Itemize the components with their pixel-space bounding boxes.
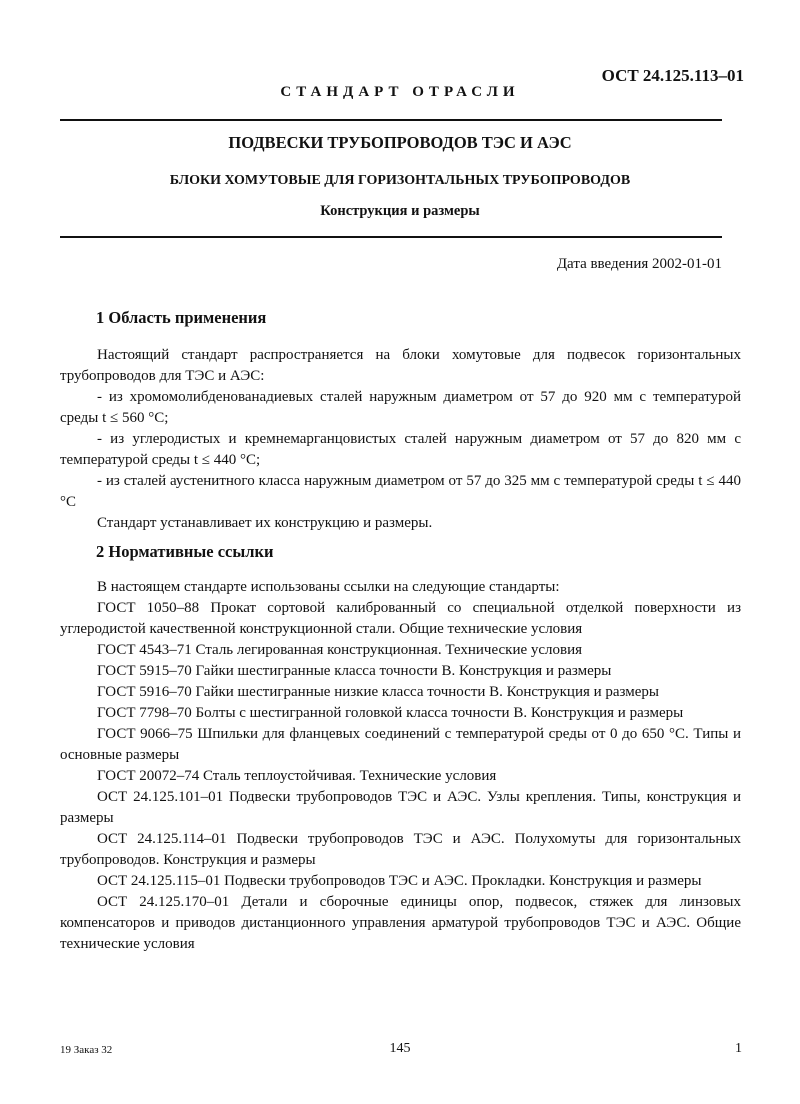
reference-item: ОСТ 24.125.115–01 Подвески трубопроводов ТЭС и АЭС. Прокладки. Конструкция и размеры xyxy=(97,873,702,889)
document-subtitle: БЛОКИ ХОМУТОВЫЕ ДЛЯ ГОРИЗОНТАЛЬНЫХ ТРУБОПРОВОДОВ xyxy=(169,173,631,188)
document-code: ОСТ 24.125.113–01 xyxy=(601,66,744,85)
footer-page-number: 145 xyxy=(389,1041,411,1056)
section-2-body xyxy=(60,577,741,955)
section-1-item-3: - из сталей аустенитного класса наружным диаметром от 57 до 325 мм с температурой среды t ≤ 440 °С xyxy=(60,473,741,510)
section-1-closing: Стандарт устанавливает их конструкцию и размеры. xyxy=(97,515,433,531)
section-1-item-2: - из углеродистых и кремнемарганцовистых сталей наружным диаметром от 57 до 820 мм с температурой среды t ≤ 440 °С; xyxy=(60,431,741,468)
reference-item: ГОСТ 4543–71 Сталь легированная конструкционная. Технические условия xyxy=(97,642,583,658)
reference-item: ОСТ 24.125.170–01 Детали и сборочные единицы опор, подвесок, стяжек для линзовых компенсаторов и приводов дистанционного управления арматурой трубопроводов ТЭС и АЭС. Общие технические условия xyxy=(60,894,741,952)
section-1-heading: 1 Область применения xyxy=(96,308,267,327)
document-main-title: ПОДВЕСКИ ТРУБОПРОВОДОВ ТЭС И АЭС xyxy=(228,133,572,152)
section-2-intro: В настоящем стандарте использованы ссылки на следующие стандарты: xyxy=(97,579,560,595)
section-1-item-1: - из хромомолибденованадиевых сталей наружным диаметром от 57 до 920 мм с температурой среды t ≤ 560 °С; xyxy=(60,389,741,426)
reference-item: ОСТ 24.125.101–01 Подвески трубопроводов ТЭС и АЭС. Узлы крепления. Типы, конструкция и размеры xyxy=(60,789,741,826)
reference-item: ГОСТ 7798–70 Болты с шестигранной головкой класса точности В. Конструкция и размеры xyxy=(97,705,684,721)
title-divider xyxy=(60,236,722,238)
document-subtitle-2: Конструкция и размеры xyxy=(320,203,480,219)
introduction-date: Дата введения 2002-01-01 xyxy=(556,256,722,272)
reference-item: ГОСТ 20072–74 Сталь теплоустойчивая. Технические условия xyxy=(97,768,497,784)
standard-type-title: СТАНДАРТ ОТРАСЛИ xyxy=(280,84,520,100)
top-divider xyxy=(60,119,722,121)
reference-item: ГОСТ 5916–70 Гайки шестигранные низкие класса точности В. Конструкция и размеры xyxy=(97,684,660,700)
section-1-intro: Настоящий стандарт распространяется на блоки хомутовые для подвесок горизонтальных трубопроводов для ТЭС и АЭС: xyxy=(60,347,741,384)
reference-item: ГОСТ 9066–75 Шпильки для фланцевых соединений с температурой среды от 0 до 650 °С. Типы и основные размеры xyxy=(60,726,741,763)
footer-order-number: 19 Заказ 32 xyxy=(60,1044,113,1056)
section-2-heading: 2 Нормативные ссылки xyxy=(96,542,274,561)
footer-sheet-number: 1 xyxy=(735,1041,742,1056)
reference-item: ГОСТ 1050–88 Прокат сортовой калиброванный со специальной отделкой поверхности из углеродистой качественной конструкционной стали. Общие технические условия xyxy=(60,600,741,637)
section-1-body xyxy=(60,345,741,534)
reference-item: ГОСТ 5915–70 Гайки шестигранные класса точности В. Конструкция и размеры xyxy=(97,663,612,679)
reference-item: ОСТ 24.125.114–01 Подвески трубопроводов ТЭС и АЭС. Полухомуты для горизонтальных трубопроводов. Конструкция и размеры xyxy=(60,831,741,868)
